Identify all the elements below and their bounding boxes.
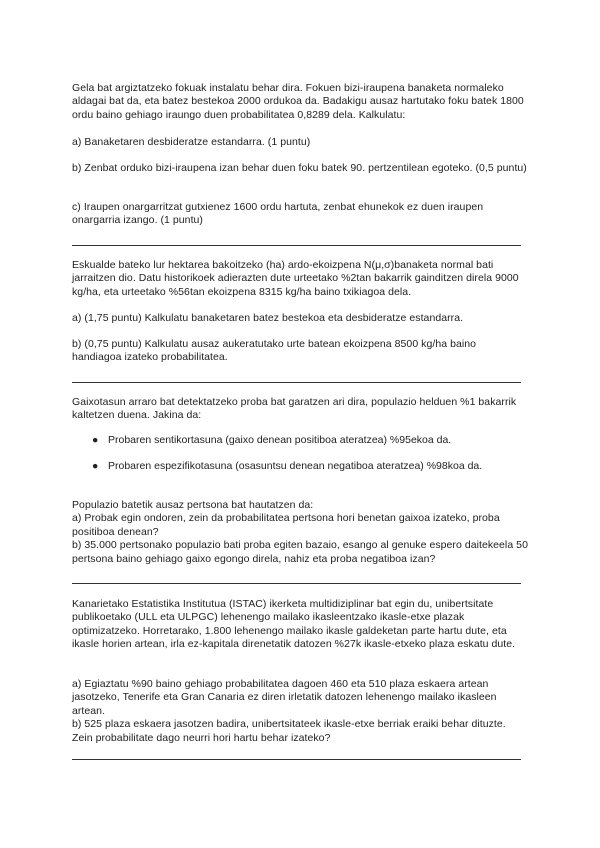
q3-intro: [72, 396, 528, 423]
q1-part-a-text: a) Banaketaren desbideratze estandarra. (1 puntu): [72, 136, 311, 148]
section-divider: [72, 245, 521, 246]
q3-bullet-text: Probaren espezifikotasuna (osasuntsu denean negatiboa ateratzea) %98koa da.: [108, 460, 483, 472]
q3-intro-text: Gaixotasun arraro bat detektatzeko proba bat garatzen ari dira, populazio helduen %1 bakarrik kaltetzen duena. Jakina da:: [72, 396, 517, 422]
q3-lead-text: Populazio batetik ausaz pertsona bat hautatzen da:: [72, 499, 314, 511]
q2-intro-text: Eskualde bateko lur hektarea bakoitzeko (ha) ardo-ekoizpena N(μ,σ)banaketa normal bati jarraitzen dio. Datu historikoek adierazten dute urteetako %2tan bakarrik gainditzen direla 9000 kg/ha, eta urteetako %56tan ekoizpena 8315 kg/ha baino txikiagoa dela.: [72, 259, 519, 298]
q4-intro-text: Kanarietako Estatistika Institutua (ISTAC) ikerketa multidiziplinar bat egin du, unibertsitate publikoetako (ULL eta ULPGC) lehenengo mailako ikasleentzako ikasle-etxe plazak optimizatzeko. Horretarako, 1.800 lehenengo mailako ikasle galdeketan parte hartu dute, eta ikasle horien artean, irla ez-kapitala direnetatik datozen %27k ikasle-etxeko plaza eskatu dute.: [72, 598, 516, 651]
q2-part-a: [72, 312, 528, 325]
q1-part-a: [72, 136, 528, 149]
q2-intro: [72, 259, 528, 299]
section-divider: [72, 583, 521, 584]
q1-part-c: [72, 201, 528, 228]
q1-part-b-text: b) Zenbat orduko bizi-iraupena izan behar duen foku batek 90. pertzentilean egoteko. (0,5 puntu): [72, 162, 527, 174]
bullet-icon: ●: [92, 460, 99, 472]
section-divider: [72, 382, 521, 383]
q2-part-b-text: b) (0,75 puntu) Kalkulatu ausaz aukeratutako urte batean ekoizpena 8500 kg/ha baino handiagoa izateko probabilitatea.: [72, 338, 477, 364]
section-divider: [72, 759, 521, 760]
q3-part-a-text: a) Probak egin ondoren, zein da probabilitatea pertsona hori benetan gaixoa izateko, proba positiboa denean?: [72, 512, 500, 538]
q2-part-a-text: a) (1,75 puntu) Kalkulatu banaketaren batez bestekoa eta desbideratze estandarra.: [72, 312, 464, 324]
q3-lead: [72, 499, 528, 566]
q4-parts: [72, 678, 528, 745]
q4-part-a-text: a) Egiaztatu %90 baino gehiago probabilitatea dagoen 460 eta 510 plaza eskaera artean jasotzeko, Tenerife eta Gran Canaria ez diren irletatik datozen lehenengo mailako ikasleen artean.: [72, 678, 497, 717]
q1-part-b: [72, 162, 528, 175]
q1-part-c-text: c) Iraupen onargarritzat gutxienez 1600 ordu hartuta, zenbat ehunekok ez duen iraupen onargarria izango. (1 puntu): [72, 201, 484, 227]
q1-intro: [72, 82, 528, 122]
q3-part-b-text: b) 35.000 pertsonako populazio bati proba egiten bazaio, esango al genuke espero daitekeela 50 pertsona baino gehiago gaixo egongo direla, nahiz eta proba negatiboa izan?: [72, 539, 528, 565]
q4-part-b-text: b) 525 plaza eskaera jasotzen badira, unibertsitateek ikasle-etxe berriak eraiki behar dituzte. Zein probabilitate dago neurri hori hartu behar izateko?: [72, 718, 506, 744]
q2-part-b: [72, 338, 528, 365]
q1-intro-text: Gela bat argiztatzeko fokuak instalatu behar dira. Fokuen bizi-iraupena banaketa normaleko aldagai bat da, eta batez bestekoa 2000 ordukoa da. Badakigu ausaz hartutako foku batek 1800 ordu baino gehiago iraungo duen probabilitatea 0,8289 dela. Kalkulatu:: [72, 82, 524, 121]
bullet-icon: ●: [92, 434, 99, 446]
q4-intro: [72, 598, 528, 652]
q3-bullet-text: Probaren sentikortasuna (gaixo denean positiboa ateratzea) %95ekoa da.: [108, 434, 452, 446]
